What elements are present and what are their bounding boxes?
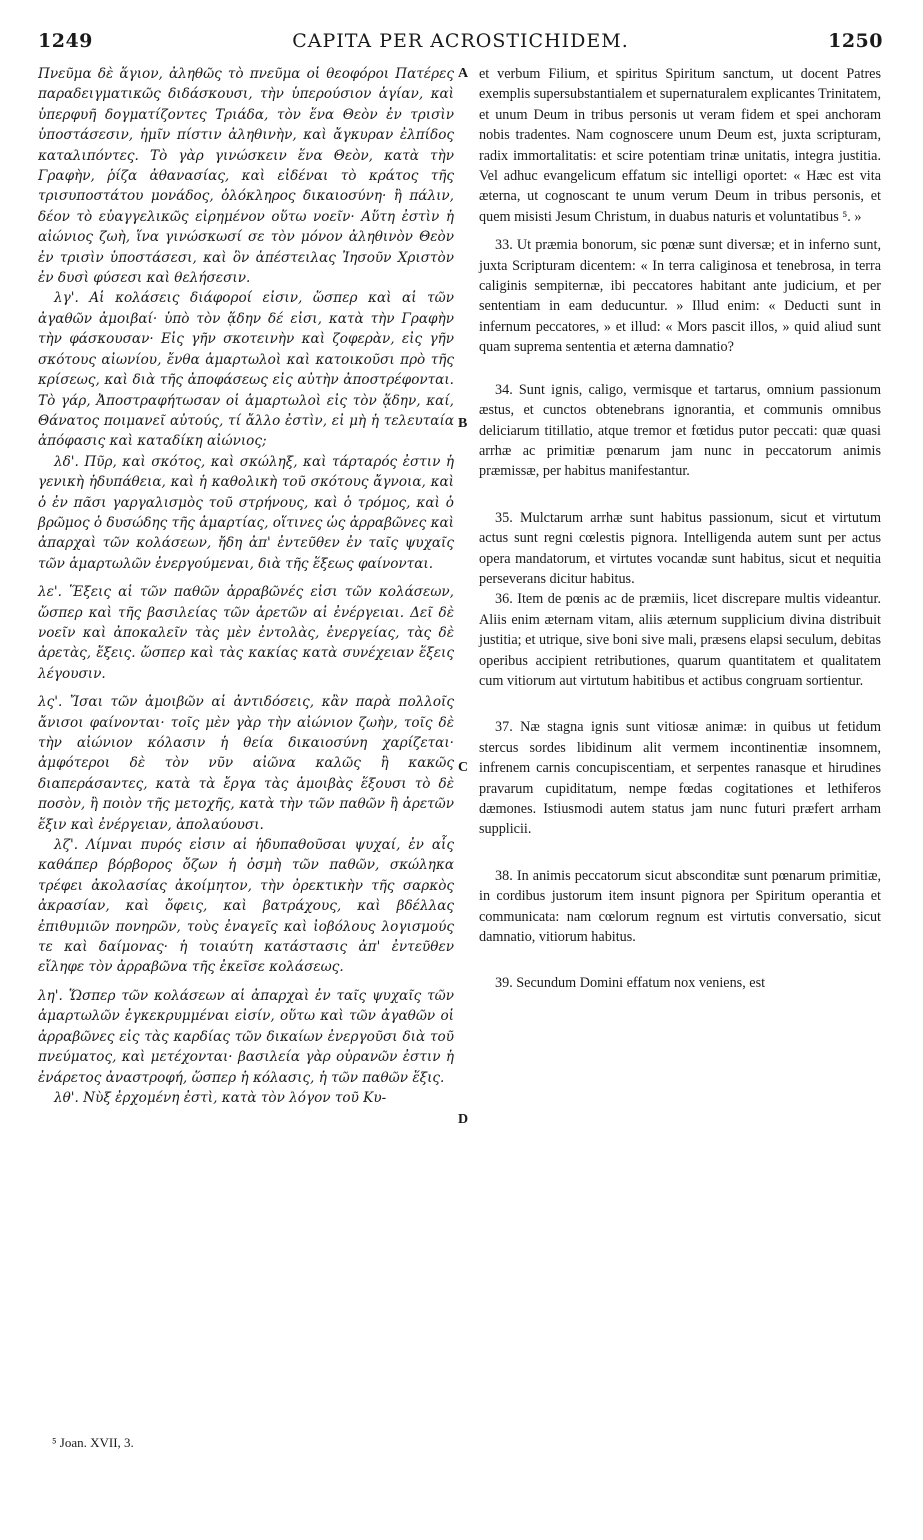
latin-paragraph: 39. Secundum Domini effatum nox veniens, est (495, 975, 766, 992)
margin-marker-a: A (458, 66, 469, 81)
margin-marker-c: C (458, 760, 469, 775)
greek-paragraph: λδ'. Πῦρ, καὶ σκότος, καὶ σκώληξ, καὶ τάρταρός ἐστιν ἡ γενικὴ ἡδυπάθεια, καὶ ἡ καθολικὴ τοῦ σκότους ἄγνοια, καὶ ὁ ἐν πᾶσι γαργαλισμὸς τοῦ στρήνους, καὶ ὁ τρόμος, καὶ ὁ βρῶμος ὁ δυσώδης τῆς ἁμαρτίας, οἵτινες ὡς ἀρραβῶνες καὶ ἀπαρχαὶ τῶν κολάσεων, ἤδη ἀπ' ἐντεῦθεν ἐν ταῖς ψυχαῖς τῶν ἁμαρτωλῶν ἐνεργούμεναι, διὰ τῆς ἕξεως φαίνονται. (38, 453, 454, 572)
greek-paragraph: λζ'. Λίμναι πυρός εἰσιν αἱ ἡδυπαθοῦσαι ψυχαί, ἐν αἷς καθάπερ βόρβορος ὄζων ἡ ὀσμὴ τῶν παθῶν, σκώληκα τρέφει ἀκολασίας ἀκοίμητον, τὴν ὀρεκτικὴν τῆς σαρκὸς ἀκρασίαν, καὶ ὄφεις, καὶ βατράχους, καὶ βδέλλας ἐπιθυμιῶν πονηρῶν, τοὺς ἐναγεῖς καὶ ἰοβόλους λογισμούς τε καὶ δαίμονας· ἡ τοιαύτη κατάστασις ἀπ' ἐντεῦθεν εἴληφε τὸν ἀρραβῶνα τῆς ἐκεῖσε κολάσεως. (38, 837, 454, 976)
margin-marker-b: B (458, 416, 468, 431)
footnote: ⁵ Joan. XVII, 3. (52, 1435, 134, 1450)
margin-marker-d: D (458, 1112, 469, 1127)
latin-paragraph: et verbum Filium, et spiritus Spiritum sanctum, ut docent Patres exemplis supersubstantialem et supernaturalem explicantes Trinitatem, et unum Deum in tribus personis ut veram fidem et spei anchoram nobis tradentes. Nam cognoscere unum Deum est, juxta scripturam, radix immortalitatis: et scire potentiam trinæ unitatis, integra justitia. Vel adhuc evangelicum effatum sic intelligi oportet: « Hæc est vita æterna, ut cognoscant te unum verum Deum in tribus personis, et quem misisti Jesum Christum, in duabus naturis et voluntatibus ⁵. » (479, 66, 881, 225)
page-header (38, 30, 883, 64)
latin-paragraph: 36. Item de pœnis ac de præmiis, licet discrepare multis videantur. Aliis enim æternam vitam, aliis æternum supplicium divina distribuit justitia; et utrique, sive boni sive mali, præsens elapsi seculum, debitas operibus accipient retributiones, quarum quantitatem et qualitatem cum vitiorum aut virtutum habitibus et actibus congruam sortientur. (479, 591, 881, 689)
page-number-left: 1249 (38, 30, 93, 52)
greek-paragraph: λθ'. Νὺξ ἐρχομένη ἐστὶ, κατὰ τὸν λόγον τοῦ Κυ- (54, 1089, 387, 1106)
greek-column (38, 64, 454, 1108)
latin-paragraph: 33. Ut præmia bonorum, sic pœnæ sunt diversæ; et in inferno sunt, juxta Scripturam dicentem: « In terra caliginosa et tenebrosa, in terra caliginis sempiternæ, ibi peccatores habitant ante judicium, et per sententiam in eam deducuntur. » Illud enim: « Deducti sunt in infernum peccatores, » et illud: « Mors pascit illos, » quid aliud sunt quam suprema sententia et æterna damnatio? (479, 237, 881, 356)
greek-paragraph: λς'. Ἴσαι τῶν ἀμοιβῶν αἱ ἀντιδόσεις, κἂν παρὰ πολλοῖς ἄνισοι φαίνονται· τοῖς μὲν γὰρ τὴν αἰώνιον ζωὴν, τοῖς δὲ τὴν αἰώνιον κόλασιν ἡ θεία δικαιοσύνη χαρίζεται· ἀμφότεροι δὲ τὸν νῦν αἰῶνα καλῶς ἢ κακῶς διαπεράσαντες, κατὰ τὰ ἔργα τὰς ἀμοιβὰς ἕξουσι τὸ δὲ ποσὸν, ἢ ποιὸν τῆς μετοχῆς, κατὰ τὴν τῶν παθῶν ἢ ἀρετῶν ἕξιν καὶ ἐνέργειαν, ἀπολαύουσι. (38, 694, 454, 833)
latin-paragraph: 34. Sunt ignis, caligo, vermisque et tartarus, omnium passionum æstus, et cunctos obtenebrans ignorantia, et communis omnibus deliciarum titillatio, atque tremor et fœtidus putor peccati: quæ quasi arrhæ ac primitiæ pœnarum jam nunc in peccatorum animis præmissæ, per habitus manifestantur. (479, 381, 881, 480)
latin-column (479, 64, 881, 994)
greek-paragraph: λε'. Ἕξεις αἱ τῶν παθῶν ἀρραβῶνές εἰσι τῶν κολάσεων, ὥσπερ καὶ τῆς βασιλείας τῶν ἀρετῶν αἱ ἐνέργειαι. Δεῖ δὲ νοεῖν καὶ ἀποκαλεῖν τὰς μὲν ἐντολὰς, ἐνεργείας, τὰς δὲ ἀρετὰς, ἕξεις. ὥσπερ καὶ τὰς κακίας κατὰ συνέχειαν ἕξεις λέγουσιν. (38, 584, 454, 682)
greek-paragraph: Πνεῦμα δὲ ἅγιον, ἀληθῶς τὸ πνεῦμα οἱ θεοφόροι Πατέρες παραδειγματικῶς διδάσκουσι, τὴν ὑπερούσιον ἁγίαν, καὶ ὑπερφυῆ δογματίζοντες Τριάδα, τὸν ἕνα Θεὸν ἐν τρισὶν ὑποστάσεσιν, ἡμῖν πίστιν ἀληθινὴν, καὶ ἄγκυραν ἐλπίδος καταλιπόντες. Τὸ γὰρ γινώσκειν ἕνα Θεὸν, κατὰ τὴν Γραφὴν, ῥίζα ἀθανασίας, καὶ εἰδέναι τὸ κράτος τῆς τρισυποστάτου μονάδος, ὁλόκληρος δικαιοσύνη· ἢ πάλιν, δέον τὸ εὐαγγελικῶς εἰρημένον οὕτω νοεῖν· Αὕτη ἐστὶν ἡ αἰώνιος ζωὴ, ἵνα γινώσκωσί σε τὸν μόνον ἀληθινὸν Θεὸν ἐν τρισὶν ὑποστάσεσι, καὶ ὃν ἀπέστειλας Ἰησοῦν Χριστὸν ἐν δυσὶ φύσεσι καὶ θελήσεσιν. (38, 66, 454, 287)
latin-paragraph: 35. Mulctarum arrhæ sunt habitus passionum, sicut et virtutum actus sunt regni cœlestis pignora. Intelligenda autem sunt per actus opera mandatorum, et virtutes vocandæ sunt habitus, sicut et nequitia perseverans dicitur habitus. (479, 509, 881, 587)
latin-paragraph: 37. Næ stagna ignis sunt vitiosæ animæ: in quibus ut fetidum stercus sordes libidinum alit vermem incontinentiæ insomnem, infrenem carnis concupiscentiam, et serpentes ranasque et hirudines pravarum cupiditatum, nempe fœdas cogitationes et lethiferos dæmones. Istiusmodi autem status jam nunc futuri præfert arrham supplicii. (479, 719, 881, 838)
running-title: CAPITA PER ACROSTICHIDEM. (292, 30, 629, 52)
greek-paragraph: λη'. Ὥσπερ τῶν κολάσεων αἱ ἀπαρχαὶ ἐν ταῖς ψυχαῖς τῶν ἁμαρτωλῶν ἐγκεκρυμμέναι εἰσίν, οὕτω καὶ τῶν ἀγαθῶν οἱ ἀρραβῶνες εἰς τὰς καρδίας τῶν δικαίων ἐνεργοῦσι διὰ τοῦ πνεύματος, καὶ μετέχονται· βασιλεία γὰρ οὐρανῶν ἐστιν ἡ ἐνάρετος ἀναστροφή, ὥσπερ ἡ κόλασις, ἡ τῶν παθῶν ἕξις. (38, 987, 454, 1086)
latin-paragraph: 38. In animis peccatorum sicut absconditæ sunt pœnarum primitiæ, in cordibus justorum item insunt pignora per Spiritum operantia et communicata: nam cœlorum regnum est virtutis conversatio, sicut damnatio, vitiorum habitus. (479, 867, 881, 946)
greek-paragraph: λγ'. Αἱ κολάσεις διάφοροί εἰσιν, ὥσπερ καὶ αἱ τῶν ἀγαθῶν ἀμοιβαί· ὑπὸ τὸν ᾅδην δέ εἰσι, κατὰ τὴν Γραφὴν τὴν φάσκουσαν· Εἰς γῆν σκοτεινὴν καὶ ζοφερὰν, εἰς γῆν σκότους αἰωνίου, ἔνθα ἁμαρτωλοὶ καὶ κατοικοῦσι πρὸ τῆς κρίσεως, καὶ διὰ τῆς ἀποφάσεως εἰς αὐτὴν ἀποστρέφονται. Τὸ γάρ, Ἀποστραφήτωσαν οἱ ἁμαρτωλοὶ εἰς τὸν ᾅδην, καί, Θάνατος ποιμανεῖ αὐτούς, τί ἄλλο ἐστὶν, εἰ μὴ ἡ τελευταία ἀπόφασις καὶ καταδίκη αἰώνιος; (38, 290, 454, 450)
page-number-right: 1250 (828, 30, 883, 52)
